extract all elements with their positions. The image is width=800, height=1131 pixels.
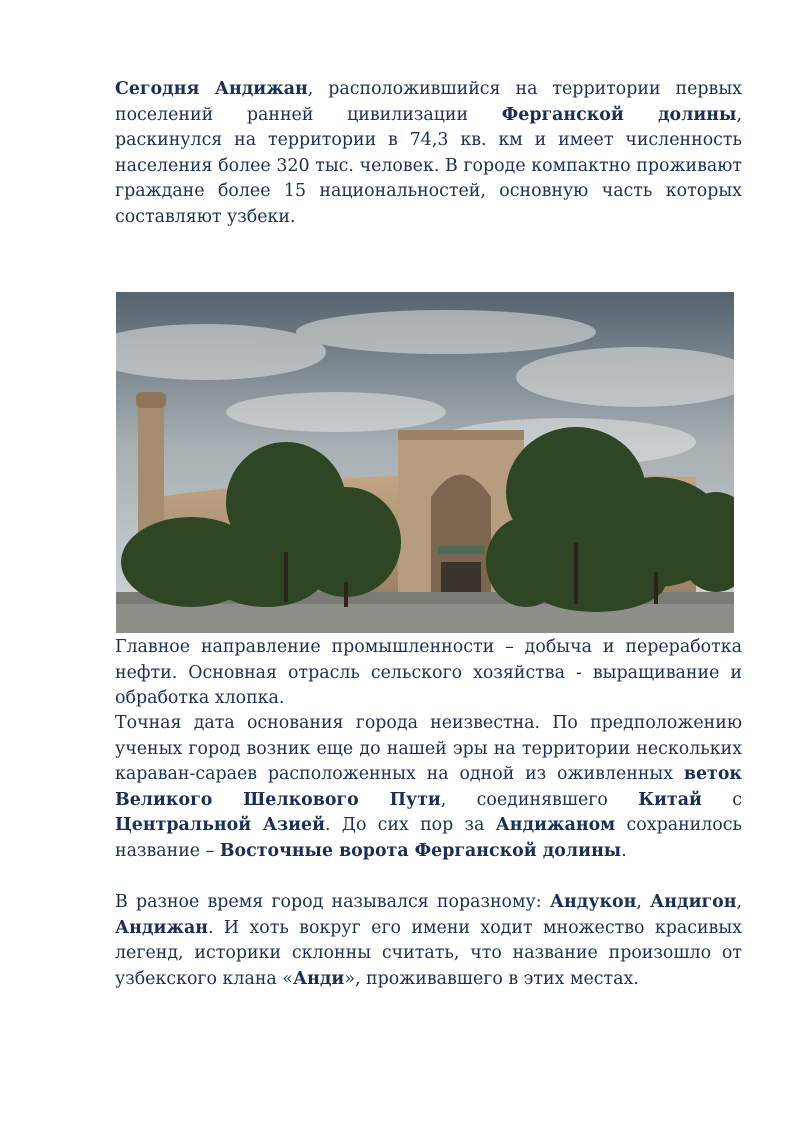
text-run: ,: [736, 892, 742, 912]
text-run: ,: [636, 892, 651, 912]
bold-term: Андижаном: [495, 815, 616, 835]
bold-term: веток Великого Шелкового Пути: [115, 764, 742, 810]
text-run: Точная дата основания города неизвестна. По предположению ученых город возник еще до нашей эры на территории нескольких караван-сараев расположенных на одной из оживленных: [115, 713, 742, 784]
text-run: Главное направление промышленности – добыча и переработка нефти. Основная отрасль сельского хозяйства - выращивание и обработка хлопка.: [115, 637, 742, 708]
text-run: . И хоть вокруг его имени ходит множество красивых легенд, историки склонны считать, что название произошло от узбекского клана «: [115, 917, 742, 989]
mosque-photo-illustration: [116, 292, 734, 633]
bold-term: Андукон: [549, 892, 637, 912]
paragraph-intro: [115, 77, 742, 230]
paragraph-industry: [115, 635, 742, 712]
paragraph-names: [115, 890, 742, 992]
bold-term: Китай: [638, 789, 702, 810]
mosque-photo: [116, 292, 734, 633]
text-run: .: [621, 840, 627, 861]
text-run: В разное время город назывался поразному:: [115, 892, 550, 912]
paragraph-history: [115, 711, 742, 864]
text-run: , раскинулся на территории в 74,3 кв. км и имеет численность населения более 320 тыс. человек. В городе компактно проживают граждане более 15 национальностей, основную часть которых составляют узбеки.: [115, 104, 742, 227]
bold-term: Восточные ворота Ферганской долины: [219, 840, 622, 861]
text-run: , расположившийся на территории первых поселений ранней цивилизации: [115, 79, 742, 125]
text-run: сохранилось название –: [115, 815, 742, 861]
bold-term: Ферганской долины: [501, 104, 737, 125]
bold-term: Андижан: [115, 917, 208, 938]
bold-term: Андигон: [650, 892, 737, 912]
text-run: с: [701, 789, 742, 810]
minaret-top: [136, 392, 166, 408]
bold-term: Сегодня Андижан: [115, 79, 308, 99]
bold-term: Анди: [292, 968, 345, 989]
text-run: », проживавшего в этих местах.: [344, 968, 639, 989]
text-run: , соединявшего: [440, 789, 639, 810]
bold-term: Центральной Азией: [115, 815, 326, 835]
text-run: . До сих пор за: [325, 815, 496, 835]
